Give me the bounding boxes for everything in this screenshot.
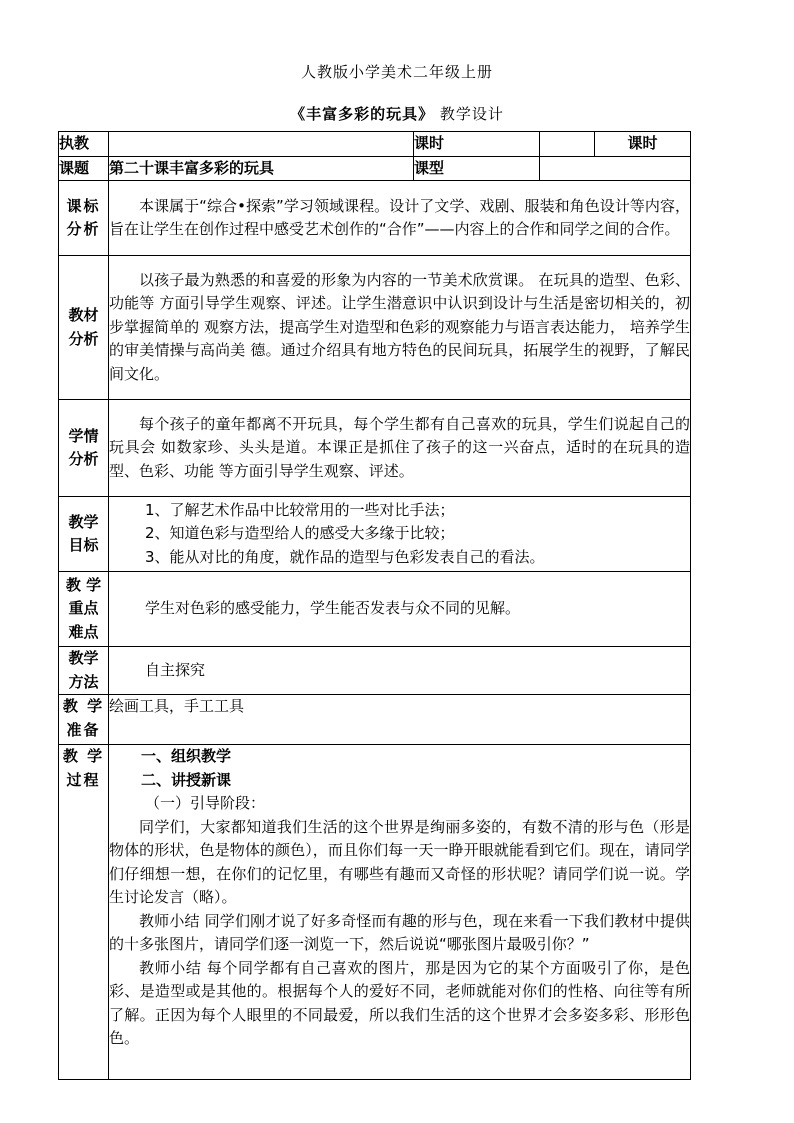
subsection-heading: （一）引导阶段：	[145, 794, 266, 812]
teacher-value[interactable]	[109, 132, 414, 157]
table-row	[59, 181, 691, 256]
table-row	[59, 400, 691, 497]
table-row	[59, 132, 691, 157]
table-row	[59, 156, 691, 181]
paragraph: 教师小结 同学们刚才说了好多奇怪而有趣的形与色，现在来看一下我们教材中提供的十多张图片，请同学们逐一浏览一下，然后说说“哪张图片最吸引你？”	[109, 911, 690, 953]
table-row	[59, 256, 691, 400]
table-row	[59, 647, 691, 695]
list-item: 1、了解艺术作品中比较常用的一些对比手法；	[145, 500, 455, 519]
lesson-type-label: 课型	[414, 156, 540, 181]
table-row	[59, 695, 691, 745]
student-analysis-label: 学情 分析	[59, 400, 109, 497]
preparation-text[interactable]: 绘画工具，手工工具	[109, 695, 691, 745]
key-points-text[interactable]: 学生对色彩的感受能力，学生能否发表与众不同的见解。	[109, 572, 691, 647]
paragraph: 教师小结 每个同学都有自己喜欢的图片，那是因为它的某个方面吸引了你，是色彩、是造型或是其他的。根据每个人的爱好不同，老师就能对你们的性格、向往等有所了解。正因为每个人眼里的不同最爱，所以我们生活的这个世界才会多姿多彩、形形色色。	[109, 958, 690, 1047]
lesson-plan-table	[58, 131, 691, 1080]
topic-label: 课题	[59, 156, 109, 181]
student-analysis-text[interactable]: 每个孩子的童年都离不开玩具，每个学生都有自己喜欢的玩具，学生们说起自己的玩具会 如数家珍、头头是道。本课正是抓住了孩子的这一兴奋点，适时的在玩具的造型、色彩、功能 等方面引导学生观察、评述。	[109, 400, 691, 497]
period-value[interactable]	[540, 132, 595, 157]
document-title: 人教版小学美术二年级上册	[300, 63, 493, 81]
subtitle-suffix: 教学设计	[439, 105, 504, 123]
section-heading: 一、组织教学	[141, 747, 232, 765]
material-analysis-label: 教材 分析	[59, 256, 109, 400]
list-item: 3、能从对比的角度，就作品的造型与色彩发表自己的看法。	[145, 547, 545, 566]
period-label: 课时	[414, 132, 540, 157]
objectives-label: 教学 目标	[59, 497, 109, 572]
topic-value[interactable]: 第二十课丰富多彩的玩具	[109, 156, 414, 181]
section-heading: 二、讲授新课	[141, 770, 232, 789]
method-text[interactable]: 自主探究	[109, 647, 691, 695]
list-item: 2、知道色彩与造型给人的感受大多缘于比较；	[145, 524, 455, 543]
period-label-2: 课时	[595, 132, 691, 157]
curriculum-analysis-label: 课标 分析	[59, 181, 109, 256]
table-row	[59, 572, 691, 647]
document-subtitle	[0, 103, 794, 124]
paragraph: 同学们，大家都知道我们生活的这个世界是绚丽多姿的，有数不清的形与色（形是物体的形状，色是物体的颜色），而且你们每一天一睁开眼就能看到它们。现在，请同学们仔细想一想，在你们的记忆里，有哪些有趣而又奇怪的形状呢？请同学们说一说。学生讨论发言（略）。	[109, 817, 690, 906]
table-row	[59, 745, 691, 1080]
method-label: 教学 方法	[59, 647, 109, 695]
teacher-label: 执教	[59, 132, 109, 157]
curriculum-analysis-text[interactable]: 本课属于“综合•探索”学习领域课程。设计了文学、戏剧、服装和角色设计等内容，旨在让学生在创作过程中感受艺术创作的“合作”——内容上的合作和同学之间的合作。	[109, 181, 691, 256]
table-row	[59, 497, 691, 572]
process-text[interactable]	[109, 745, 691, 1080]
objectives-text[interactable]	[109, 497, 691, 572]
key-points-label: 教 学 重点 难点	[59, 572, 109, 647]
process-label: 教 学 过程	[59, 745, 109, 1080]
lesson-type-value[interactable]	[540, 156, 691, 181]
lesson-name: 《丰富多彩的玩具》	[290, 105, 435, 123]
material-analysis-text[interactable]: 以孩子最为熟悉的和喜爱的形象为内容的一节美术欣赏课。 在玩具的造型、色彩、功能等 方面引导学生观察、评述。让学生潜意识中认识到设计与生活是密切相关的，初步掌握简单的 观察方法，提高学生对造型和色彩的观察能力与语言表达能力， 培养学生的审美情操与高尚美 德。通过介绍具有地方特色的民间玩具，拓展学生的视野，了解民间文化。	[109, 256, 691, 400]
preparation-label: 教 学 准备	[59, 695, 109, 745]
